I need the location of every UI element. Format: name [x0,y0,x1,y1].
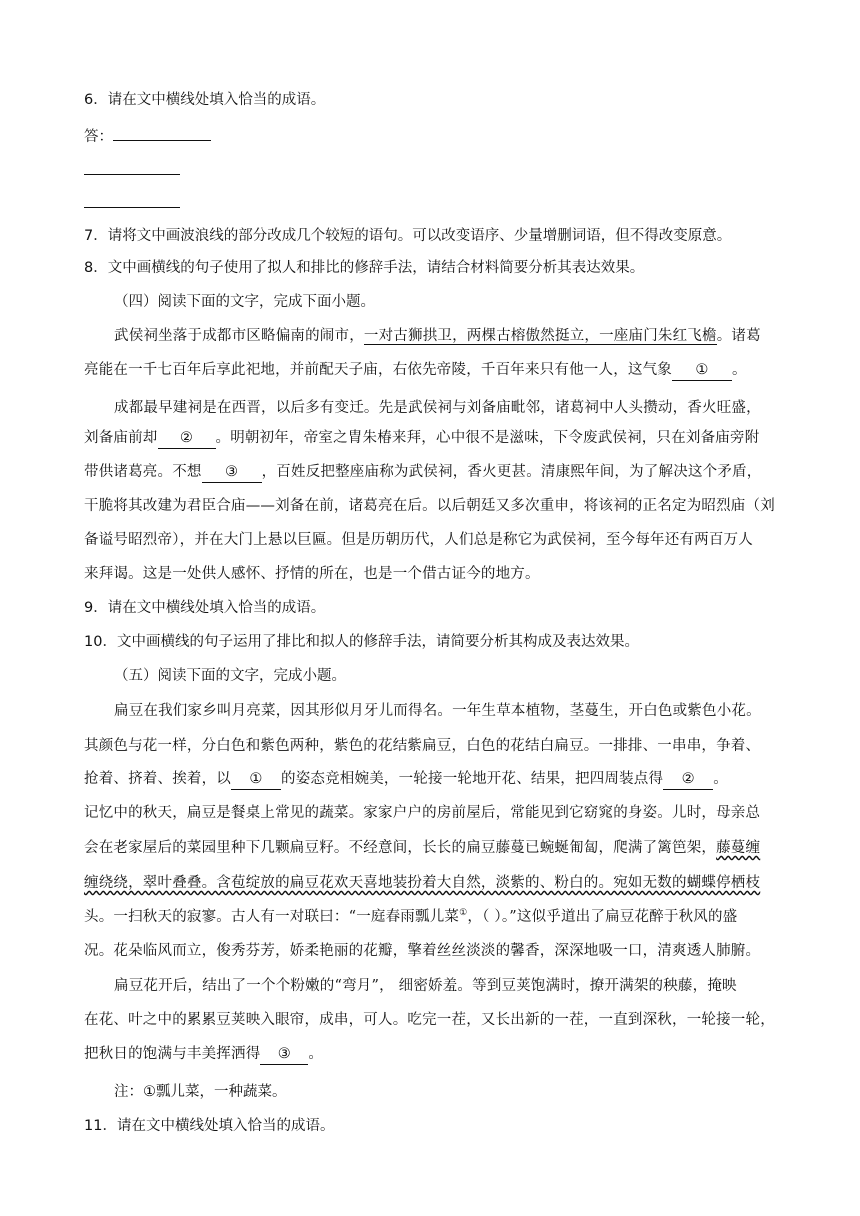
wavy-underline-text: 藤蔓缠 [716,840,761,856]
question-10: 10．文中画横线的句子运用了排比和拟人的修辞手法，请简要分析其构成及表达效果。 [84,634,639,650]
answer-prefix: 答： [84,129,113,145]
passage-5-line: 记忆中的秋天，扁豆是餐桌上常见的蔬菜。家家户户的房前屋后，常能见到它窈窕的身姿。儿时，母亲总 [84,805,761,821]
passage-4-line: 刘备庙前却 ② 。明朝初年，帝室之胄朱椿来拜，心中很不是滋味，下令废武侯祠，只在刘备庙旁附 [84,428,759,449]
passage-4-line: 备谥号昭烈帝），并在大门上悬以巨匾。但是历朝历代，人们总是称它为武侯祠，至今每年还有两百万人 [84,532,753,548]
answer-blank-2[interactable] [84,160,180,175]
passage-5-line: 况。花朵临风而立，俊秀芬芳，娇柔艳丽的花瓣，擎着丝丝淡淡的馨香，深深地吸一口，清爽透人肺腑。 [84,943,761,959]
passage-5-line: 扁豆花开后，结出了一个个粉嫩的“弯月”， 细密娇羞。等到豆荚饱满时，撩开满架的秧藤，掩映 [114,978,737,994]
answer-line-3 [84,193,180,214]
passage-5-line [84,873,760,893]
passage-5-line: 会在老家屋后的菜园里种下几颗扁豆籽。不经意间，长长的扁豆藤蔓已蜿蜒匍匐，爬满了篱笆架，藤蔓缠 [84,840,761,856]
passage-4-line: 武侯祠坐落于成都市区略偏南的闹市，一对古狮拱卫，两棵古榕傲然挺立，一座庙门朱红飞檐。诸葛 [114,328,761,344]
answer-blank-1[interactable] [113,126,211,141]
passage-4-line: 干脆将其改建为君臣合庙——刘备在前，诸葛亮在后。以后朝廷又多次重申，将该祠的正名定为昭烈庙（刘 [84,498,775,514]
answer-line-2 [84,160,180,181]
question-7: 7．请将文中画波浪线的部分改成几个较短的语句。可以改变语序、少量增删词语，但不得改变原意。 [84,228,732,244]
passage-4-line: 成都最早建祠是在西晋，以后多有变迁。先是武侯祠与刘备庙毗邻，诸葛祠中人头攒动，香火旺盛， [114,400,761,416]
question-8: 8．文中画横线的句子使用了拟人和排比的修辞手法，请结合材料简要分析其表达效果。 [84,260,645,276]
question-9: 9．请在文中横线处填入恰当的成语。 [84,600,326,616]
underlined-sentence: 一对古狮拱卫，两棵古榕傲然挺立，一座庙门朱红飞檐 [363,328,717,344]
question-6: 6．请在文中横线处填入恰当的成语。 [84,92,326,108]
fill-blank-3[interactable]: ③ [202,462,262,483]
fill-blank-3[interactable]: ③ [260,1044,308,1065]
fill-blank-1[interactable]: ① [231,769,281,790]
passage-5-line: 抢着、挤着、挨着，以 ① 的姿态竞相婉美，一轮接一轮地开花、结果，把四周装点得 ② 。 [84,769,728,790]
footnote: 注：①瓢儿菜，一种蔬菜。 [114,1084,287,1100]
passage-5-line: 在花、叶之中的累累豆荚映入眼帘，成串，可人。吃完一茬，又长出新的一茬，一直到深秋，一轮接一轮， [84,1012,775,1028]
passage-4-line: 带供诸葛亮。不想 ③ ，百姓反把整座庙称为武侯祠，香火更甚。清康熙年间，为了解决这个矛盾， [84,462,761,483]
fill-blank-2[interactable]: ② [663,769,713,790]
question-11: 11．请在文中横线处填入恰当的成语。 [84,1118,335,1134]
passage-5-line: 把秋日的饱满与丰美挥洒得 ③ 。 [84,1044,323,1065]
passage-4-line: 亮能在一千七百年后享此祀地，并前配天子庙，右依先帝陵，千百年来只有他一人，这气象 ① 。 [84,360,747,381]
answer-line [84,126,211,147]
answer-blank-3[interactable] [84,193,180,208]
section-4-title: （四）阅读下面的文字，完成下面小题。 [114,294,375,310]
fill-blank-2[interactable]: ② [158,428,216,449]
footnote-marker: ① [459,908,468,919]
passage-5-line: 其颜色与花一样，分白色和紫色两种，紫色的花结紫扁豆，白色的花结白扁豆。一排排、一串串，争着、 [84,738,761,754]
passage-4-line: 来拜谒。这是一处供人感怀、抒情的所在，也是一个借古证今的地方。 [84,566,540,582]
section-5-title: （五）阅读下面的文字，完成小题。 [114,668,346,684]
wavy-underline-text: 缠绕绕，翠叶叠叠。含苞绽放的扁豆花欢天喜地装扮着大自然，淡紫的、粉白的。宛如无数的蝴蝶停栖枝 [84,875,761,891]
passage-5-line: 头。一扫秋天的寂寥。古人有一对联曰：“一庭春雨瓢儿菜①，（ ）。”这似乎道出了扁豆花醉于秋风的盛 [84,908,738,925]
fill-blank-1[interactable]: ① [672,360,732,381]
passage-5-line: 扁豆在我们家乡叫月亮菜，因其形似月牙儿而得名。一年生草本植物，茎蔓生，开白色或紫色小花。 [114,703,761,719]
